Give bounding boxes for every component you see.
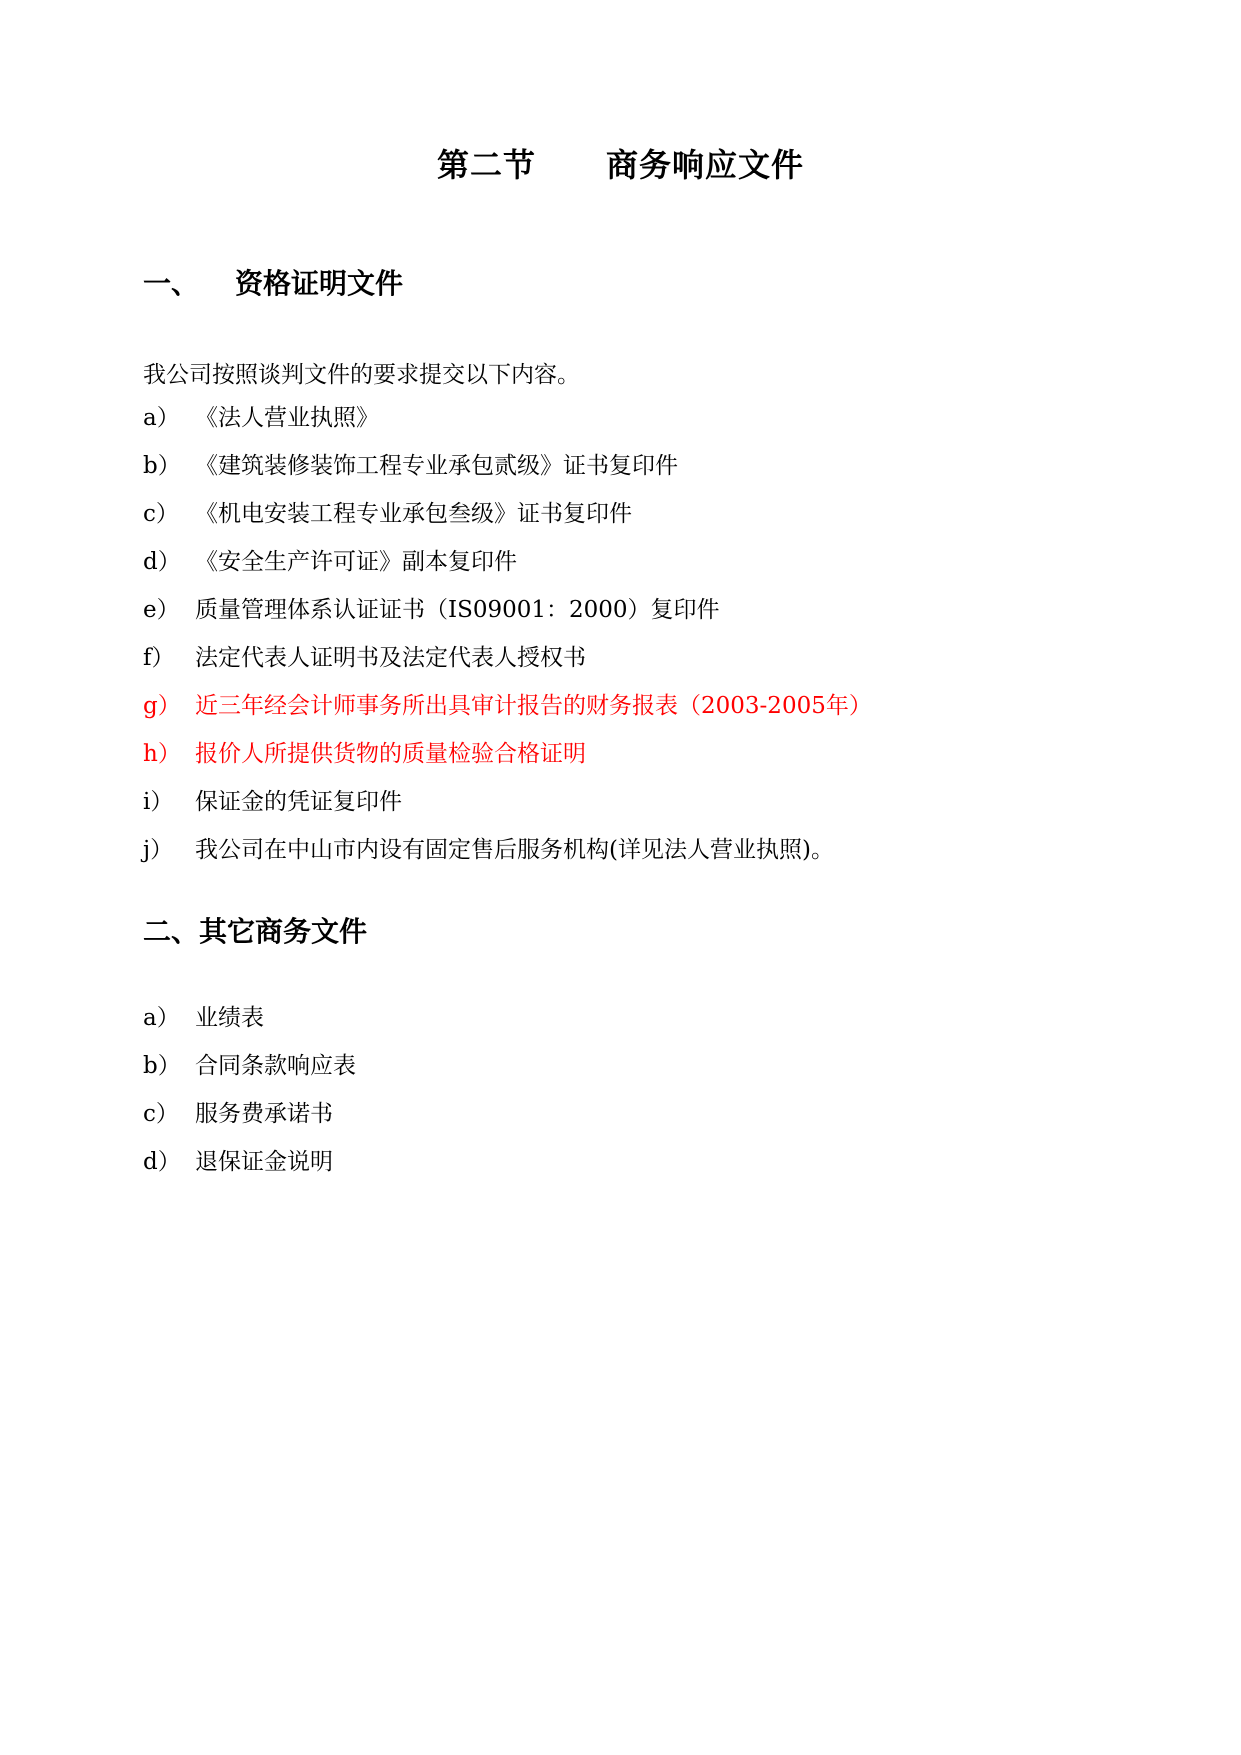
list-marker: i） [143, 789, 174, 815]
list-marker: c） [143, 1101, 179, 1127]
list-text: 保证金的凭证复印件 [195, 789, 402, 815]
list-marker: e） [143, 597, 180, 623]
heading-text: 资格证明文件 [235, 267, 404, 300]
list-marker: a） [143, 405, 180, 431]
heading-qualification-documents [143, 262, 403, 302]
list-text: 报价人所提供货物的质量检验合格证明 [195, 741, 586, 767]
heading-other-business-documents: 二、其它商务文件 [143, 915, 368, 948]
list-marker: d） [143, 1149, 181, 1175]
section-title: 商务响应文件 [606, 146, 805, 184]
list-marker: j） [143, 837, 174, 863]
list-marker: d） [143, 549, 181, 575]
intro-paragraph: 我公司按照谈判文件的要求提交以下内容。 [143, 362, 580, 388]
list-text: 《法人营业执照》 [195, 405, 379, 431]
list-text: 《安全生产许可证》副本复印件 [195, 549, 517, 575]
list-text: 合同条款响应表 [195, 1053, 356, 1079]
list-text: 《机电安装工程专业承包叁级》证书复印件 [195, 501, 632, 527]
list-text: 退保证金说明 [195, 1149, 333, 1175]
list-text: 《建筑装修装饰工程专业承包贰级》证书复印件 [195, 453, 678, 479]
list-text: 近三年经会计师事务所出具审计报告的财务报表（2003-2005年） [195, 693, 872, 719]
list-marker: b） [143, 1053, 181, 1079]
list-marker: f） [143, 645, 175, 671]
section-label: 第二节 [436, 146, 536, 184]
list-text: 服务费承诺书 [195, 1101, 333, 1127]
list-text: 法定代表人证明书及法定代表人授权书 [195, 645, 586, 671]
list-marker: c） [143, 501, 179, 527]
heading-number: 一、 [143, 267, 200, 300]
list-marker: g） [143, 693, 181, 719]
list-marker: b） [143, 453, 181, 479]
list-text: 我公司在中山市内设有固定售后服务机构(详见法人营业执照)。 [195, 837, 834, 863]
list-text: 业绩表 [195, 1005, 264, 1031]
list-marker: h） [143, 741, 181, 767]
list-marker: a） [143, 1005, 180, 1031]
list-text: 质量管理体系认证证书（IS09001：2000）复印件 [195, 597, 720, 623]
page-title [0, 140, 1241, 186]
